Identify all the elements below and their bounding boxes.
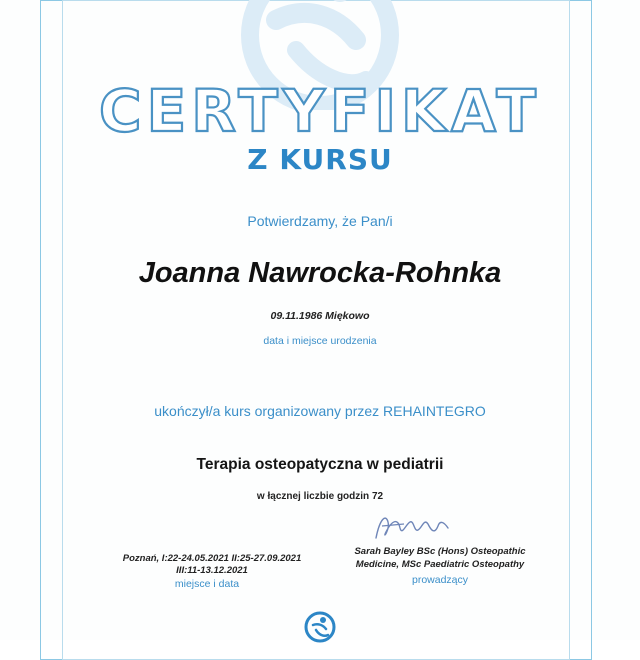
certificate-title: CERTYFIKAT (99, 77, 541, 145)
lecturer-label: prowadzący (411, 574, 469, 586)
place-and-dates (102, 553, 322, 577)
bottom-logo-icon (303, 610, 337, 644)
lecturer-name (330, 545, 550, 571)
place-dates-line-2: III:11-13.12.2021 (176, 565, 248, 576)
completion-text: ukończył/a kurs organizowany przez REHAINTEGRO (154, 403, 486, 419)
signature-icon (368, 510, 458, 546)
certificate-subtitle: Z KURSU (247, 143, 393, 176)
lecturer-line-1: Sarah Bayley BSc (Hons) Osteopathic (354, 546, 526, 557)
place-dates-line-1: Poznań, I:22-24.05.2021 II:25-27.09.2021 (122, 553, 302, 564)
birth-info: 09.11.1986 Miękowo (270, 310, 370, 322)
lecturer-line-2: Medicine, MSc Paediatric Osteopathy (355, 559, 525, 570)
confirmation-text: Potwierdzamy, że Pan/i (247, 213, 393, 229)
birth-label: data i miejsce urodzenia (263, 335, 377, 347)
place-label: miejsce i data (174, 578, 240, 590)
hours-text: w łącznej liczbie godzin 72 (256, 491, 384, 502)
course-name: Terapia osteopatyczna w pediatrii (196, 456, 444, 473)
recipient-name: Joanna Nawrocka-Rohnka (138, 257, 502, 289)
